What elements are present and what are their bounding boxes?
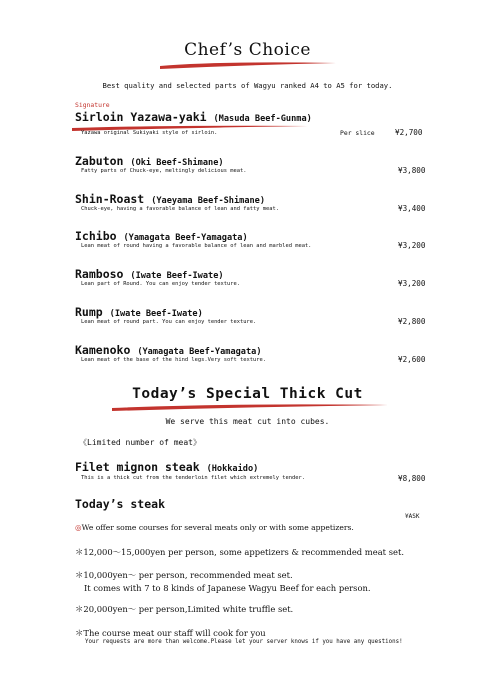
item-description: Lean meat of round part. You can enjoy tender texture. [81,319,257,325]
item-origin: (Hokkaido) [206,464,259,474]
menu-item-kamenoko [75,343,262,357]
item-name-line [75,110,312,124]
per-slice-label: Per slice [340,129,375,137]
bullet-mark-icon: ◎ [75,523,82,532]
item-description: Fatty parts of Chuck-eye, meltingly delicious meat. [81,168,247,174]
item-origin: (Masuda Beef-Gunma) [213,114,312,124]
thick-cut-title: Today’s Special Thick Cut [132,386,363,402]
courses-note-text: ◎We offer some courses for several meats only or with some appetizers. [75,523,354,532]
item-price: ¥3,400 [398,204,426,213]
item-price: ¥2,600 [398,355,426,364]
item-name: Kamenoko [75,343,131,357]
item-price: ¥2,800 [398,317,426,326]
item-price: ¥3,800 [398,166,426,175]
item-origin: (Yamagata Beef-Yamagata) [123,233,248,243]
menu-item-ichibo [75,229,248,243]
menu-item-zabuton [75,154,224,168]
item-name: Ramboso [75,267,124,281]
menu-item-sirloin [75,110,312,124]
thick-cut-intro: We serve this meat cut into cubes. [165,417,330,426]
item-name: Shin-Roast [75,192,145,206]
todays-steak-price: ¥ASK [405,513,420,520]
course-item-3: ＊20,000yen～ per person,Limited white truffle set. [75,604,294,614]
menu-item-rump [75,305,203,319]
item-description: This is a thick cut from the tenderloin filet which extremely tender. [81,475,305,481]
item-price: ¥2,700 [395,128,423,137]
item-name: Zabuton [75,154,124,168]
item-price: ¥3,200 [398,279,426,288]
item-name: Rump [75,305,103,319]
course-item-1: ＊12,000～15,000yen per person, some appetizers & recommended meat set. [75,547,404,557]
chefs-choice-title: Chef’s Choice [184,40,311,60]
item-origin: (Iwate Beef-Iwate) [109,309,203,319]
item-origin: (Yamagata Beef-Yamagata) [137,347,262,357]
courses-note [75,523,354,532]
item-name: Ichibo [75,229,117,243]
item-description: Lean meat of the base of the hind legs.Very soft texture. [81,357,266,363]
item-description: Lean meat of round having a favorable balance of lean and marbled meat. [81,243,312,249]
signature-label: Signature [75,101,110,109]
item-name: Filet mignon steak [75,460,200,474]
title-swoosh-decoration [158,60,338,70]
course-item-4: ＊The course meat our staff will cook for you [75,628,266,638]
item-description: Chuck-eye, having a favorable balance of lean and fatty meat. [81,206,279,212]
course-item-4-detail: Your requests are more than welcome.Please let your server knows if you have any questions! [85,639,403,645]
todays-steak-title: Today’s steak [75,497,166,511]
limited-note: 《Limited number of meat》 [79,438,201,447]
thick-cut-swoosh-decoration [110,402,390,412]
item-description: Yazawa original Sukiyaki style of sirloin. [81,130,218,136]
menu-item-shin-roast [75,192,265,206]
menu-item-filet-mignon [75,460,258,474]
course-item-2-detail: It comes with 7 to 8 kinds of Japanese Wagyu Beef for each person. [84,583,371,593]
item-price: ¥3,200 [398,241,426,250]
course-item-2: ＊10,000yen～ per person, recommended meat set. [75,570,293,580]
item-description: Lean part of Round. You can enjoy tender texture. [81,281,241,287]
item-origin: (Yaeyama Beef-Shimane) [151,196,266,206]
item-name: Sirloin Yazawa-yaki [75,110,207,124]
menu-item-ramboso [75,267,224,281]
item-origin: (Oki Beef-Shimane) [130,158,224,168]
item-origin: (Iwate Beef-Iwate) [130,271,224,281]
item-price: ¥8,800 [398,474,426,483]
chefs-choice-intro: Best quality and selected parts of Wagyu ranked A4 to A5 for today. [102,81,393,90]
